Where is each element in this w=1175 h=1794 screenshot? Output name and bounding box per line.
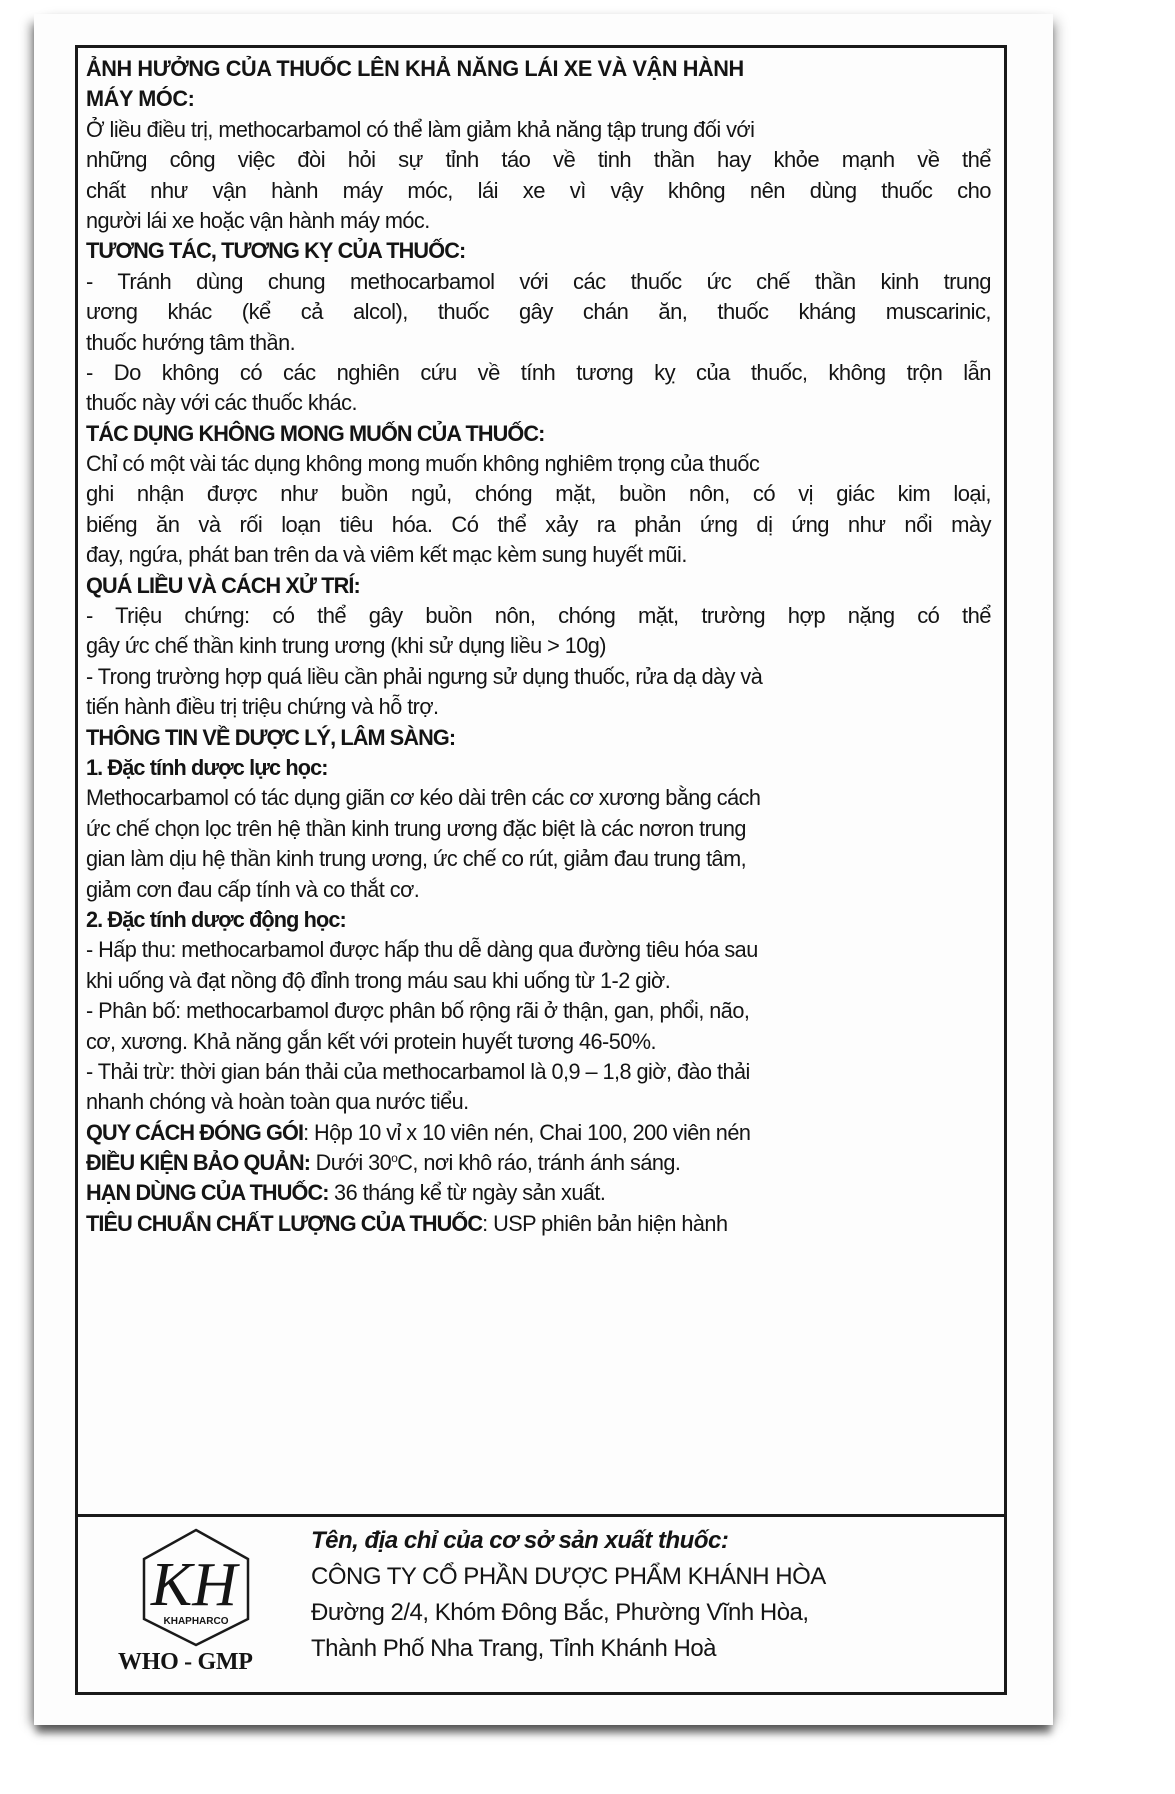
- subheading-pharmacokinetics: 2. Đặc tính dược động học:: [86, 906, 346, 932]
- leaflet-body: [78, 48, 1004, 1239]
- paragraph-line: ức chế chọn lọc trên hệ thần kinh trung ương đặc biệt là các nơron trung: [86, 815, 746, 841]
- shelf-life-label: HẠN DÙNG CỦA THUỐC:: [86, 1180, 329, 1206]
- degree-symbol: o: [391, 1151, 398, 1166]
- subheading-pharmacodynamics: 1. Đặc tính dược lực học:: [86, 754, 328, 780]
- storage-value-rest: C, nơi khô ráo, tránh ánh sáng.: [397, 1150, 681, 1176]
- paragraph-line: thuốc này với các thuốc khác.: [86, 390, 357, 416]
- storage-row: [86, 1148, 991, 1178]
- paragraph-line: - Hấp thu: methocarbamol được hấp thu dễ dàng qua đường tiêu hóa sau: [86, 937, 758, 963]
- storage-label: ĐIỀU KIỆN BẢO QUẢN:: [86, 1150, 311, 1176]
- company-name: CÔNG TY CỔ PHẦN DƯỢC PHẨM KHÁNH HÒA: [311, 1563, 826, 1590]
- quality-standard-row: [86, 1209, 991, 1239]
- paragraph-line: những công việc đòi hỏi sự tỉnh táo về tinh thần hay khỏe mạnh về thể: [86, 147, 991, 173]
- hexagon-logo-graphic: [136, 1527, 256, 1647]
- paragraph-line: Chỉ có một vài tác dụng không mong muốn không nghiêm trọng của thuốc: [86, 451, 760, 477]
- paragraph-line: - Trong trường hợp quá liều cần phải ngưng sử dụng thuốc, rửa dạ dày và: [86, 663, 763, 689]
- paragraph-line: khi uống và đạt nồng độ đỉnh trong máu sau khi uống từ 1-2 giờ.: [86, 967, 671, 993]
- section-heading-pharmacology: THÔNG TIN VỀ DƯỢC LÝ, LÂM SÀNG:: [86, 724, 456, 750]
- section-heading-interactions: TƯƠNG TÁC, TƯƠNG KỴ CỦA THUỐC:: [86, 238, 466, 264]
- paragraph-line: thuốc hướng tâm thần.: [86, 329, 296, 355]
- paragraph-line: - Do không có các nghiên cứu về tính tương kỵ của thuốc, không trộn lẫn: [86, 359, 991, 385]
- paragraph-line: Methocarbamol có tác dụng giãn cơ kéo dài trên các cơ xương bằng cách: [86, 785, 761, 811]
- paragraph-line: Ở liều điều trị, methocarbamol có thể làm giảm khả năng tập trung đối với: [86, 116, 755, 142]
- paragraph-line: cơ, xương. Khả năng gắn kết với protein huyết tương 46-50%.: [86, 1028, 656, 1054]
- section-heading-driving-cont: MÁY MÓC:: [86, 86, 195, 112]
- logo-monogram: KH: [150, 1551, 238, 1619]
- shelf-life-value: 36 tháng kể từ ngày sản xuất.: [328, 1180, 606, 1206]
- section-heading-side-effects: TÁC DỤNG KHÔNG MONG MUỐN CỦA THUỐC:: [86, 420, 545, 446]
- paragraph-line: - Thải trừ: thời gian bán thải của methocarbamol là 0,9 – 1,8 giờ, đào thải: [86, 1058, 750, 1084]
- leaflet-content-box: [75, 45, 1007, 1695]
- address-line: Thành Phố Nha Trang, Tỉnh Khánh Hoà: [311, 1635, 717, 1662]
- paragraph-line: gian làm dịu hệ thần kinh trung ương, ức chế co rút, giảm đau trung tâm,: [86, 846, 747, 872]
- address-line: Đường 2/4, Khóm Đông Bắc, Phường Vĩnh Hòa,: [311, 1599, 809, 1626]
- paragraph-line: ghi nhận được như buồn ngủ, chóng mặt, buồn nôn, có vị giác kim loại,: [86, 481, 991, 507]
- packaging-row: [86, 1118, 991, 1148]
- paragraph-line: - Phân bố: methocarbamol được phân bố rộng rãi ở thận, gan, phổi, não,: [86, 998, 750, 1024]
- packaging-value: : Hộp 10 vỉ x 10 viên nén, Chai 100, 200 viên nén: [303, 1119, 751, 1145]
- paragraph-line: giảm cơn đau cấp tính và co thắt cơ.: [86, 876, 420, 902]
- logo-brand-text: KHAPHARCO: [163, 1616, 229, 1627]
- paragraph-line: gây ức chế thần kinh trung ương (khi sử dụng liều > 10g): [86, 633, 606, 659]
- paragraph-line: - Tránh dùng chung methocarbamol với các thuốc ức chế thần kinh trung: [86, 268, 991, 294]
- paragraph-line: người lái xe hoặc vận hành máy móc.: [86, 207, 430, 233]
- section-heading-driving: ẢNH HƯỞNG CỦA THUỐC LÊN KHẢ NĂNG LÁI XE VÀ VẬN HÀNH: [86, 56, 744, 81]
- storage-value: Dưới 30: [310, 1150, 392, 1176]
- paragraph-line: biếng ăn và rối loạn tiêu hóa. Có thể xảy ra phản ứng dị ứng như nổi mày: [86, 511, 991, 537]
- paragraph-line: ương khác (kể cả alcol), thuốc gây chán ăn, thuốc kháng muscarinic,: [86, 299, 991, 325]
- manufacturer-footer: [78, 1514, 1004, 1692]
- paragraph-line: tiến hành điều trị triệu chứng và hỗ trợ.: [86, 694, 439, 720]
- packaging-label: QUY CÁCH ĐÓNG GÓI: [86, 1119, 304, 1145]
- leaflet-page: [34, 14, 1053, 1725]
- paragraph-line: nhanh chóng và hoàn toàn qua nước tiểu.: [86, 1089, 469, 1115]
- manufacturer-info: [311, 1523, 826, 1667]
- manufacturer-title: Tên, địa chỉ của cơ sở sản xuất thuốc:: [311, 1527, 729, 1554]
- quality-standard-value: : USP phiên bản hiện hành: [482, 1210, 728, 1236]
- who-gmp-label: WHO - GMP: [118, 1649, 253, 1675]
- shelf-life-row: [86, 1178, 991, 1208]
- paragraph-line: chất như vận hành máy móc, lái xe vì vậy không nên dùng thuốc cho: [86, 177, 991, 203]
- quality-standard-label: TIÊU CHUẨN CHẤT LƯỢNG CỦA THUỐC: [86, 1210, 483, 1236]
- section-heading-overdose: QUÁ LIỀU VÀ CÁCH XỬ TRÍ:: [86, 572, 360, 598]
- paragraph-line: đay, ngứa, phát ban trên da và viêm kết mạc kèm sung huyết mũi.: [86, 542, 687, 568]
- khapharco-logo-icon: [136, 1527, 256, 1647]
- paragraph-line: - Triệu chứng: có thể gây buồn nôn, chóng mặt, trường hợp nặng có thể: [86, 603, 991, 629]
